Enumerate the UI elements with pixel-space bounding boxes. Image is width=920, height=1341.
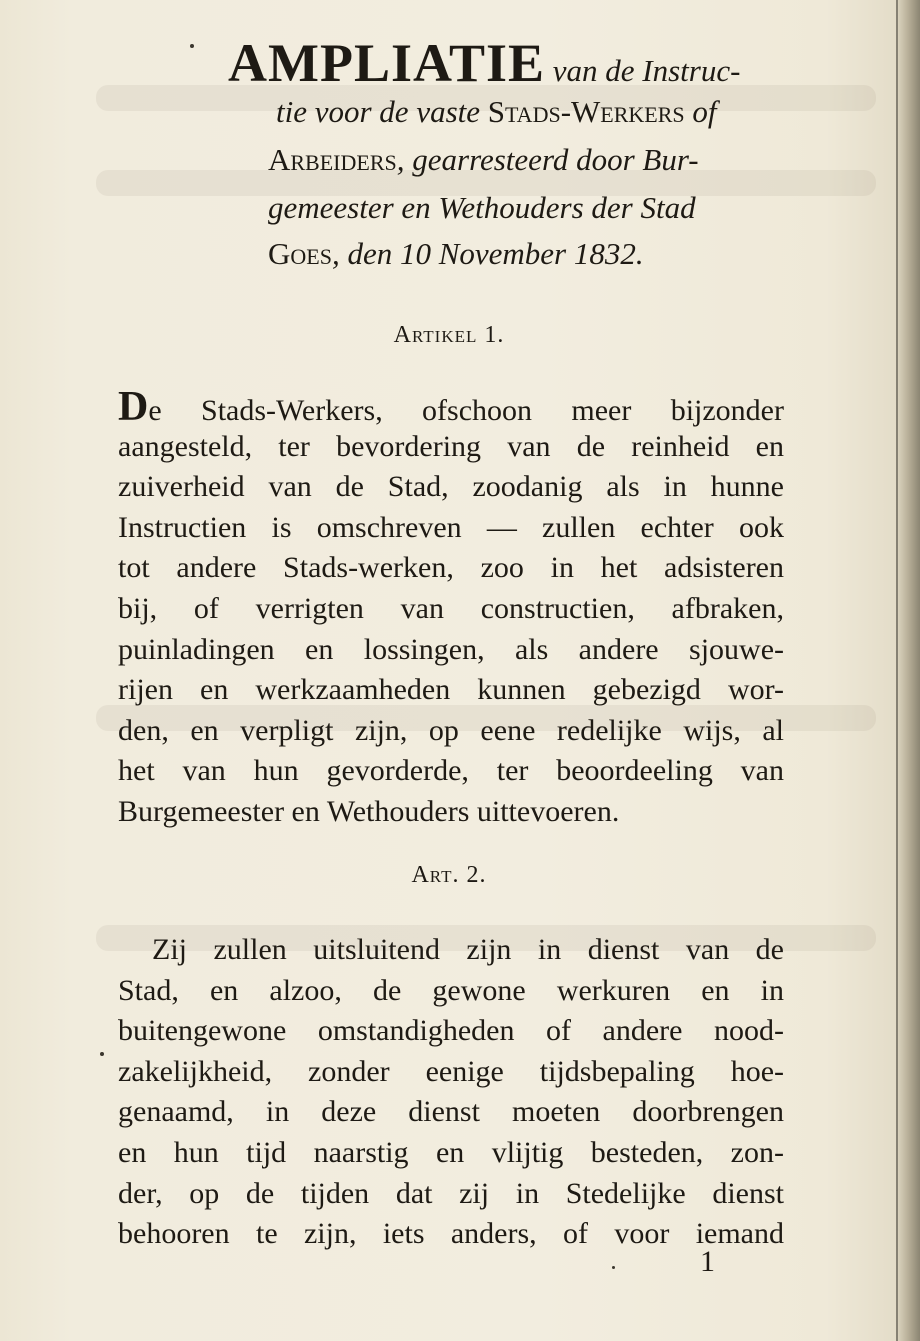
title-word: AMPLIATIE bbox=[228, 33, 546, 93]
page-number: 1 bbox=[700, 1245, 715, 1278]
drop-cap: D bbox=[118, 384, 149, 430]
text-line: buitengewone omstandigheden of andere nood- bbox=[118, 1014, 784, 1048]
ink-speck bbox=[100, 1052, 104, 1056]
ink-speck bbox=[612, 1266, 615, 1269]
text-line: genaamd, in deze dienst moeten doorbrengen bbox=[118, 1095, 784, 1129]
text-line: Stad, en alzoo, de gewone werkuren en in bbox=[118, 973, 784, 1007]
title-line-3: Arbeiders, gearresteerd door Bur- bbox=[268, 142, 699, 177]
article-2-text bbox=[118, 930, 784, 1255]
text-line: tot andere Stads-werken, zoo in het adsisteren bbox=[118, 551, 784, 585]
article-1-heading: Artikel 1. bbox=[393, 322, 505, 348]
title-line-5: Goes, den 10 November 1832. bbox=[268, 236, 644, 271]
text-line: den, en verpligt zijn, op eene redelijke wijs, al bbox=[118, 713, 784, 747]
article-2-heading: Art. 2. bbox=[411, 862, 487, 888]
text-line: der, op de tijden dat zij in Stedelijke dienst bbox=[118, 1176, 784, 1210]
title-line-4: gemeester en Wethouders der Stad bbox=[268, 190, 696, 225]
text-line: rijen en werkzaamheden kunnen gebezigd wor- bbox=[118, 673, 784, 707]
book-gutter bbox=[898, 0, 920, 1341]
text-line: De Stads-Werkers, ofschoon meer bijzonder bbox=[118, 384, 784, 430]
text-line: behooren te zijn, iets anders, of voor iemand bbox=[118, 1217, 784, 1251]
text-line: het van hun gevorderde, ter beoordeeling van bbox=[118, 754, 784, 788]
title-line-1: AMPLIATIE van de Instruc- bbox=[228, 33, 741, 93]
article-1-text bbox=[118, 386, 784, 833]
text-line: en hun tijd naarstig en vlijtig besteden, zon- bbox=[118, 1135, 784, 1169]
text-line: zuiverheid van de Stad, zoodanig als in hunne bbox=[118, 470, 784, 504]
text-line: aangesteld, ter bevordering van de reinheid en bbox=[118, 429, 784, 463]
text-line: Zij zullen uitsluitend zijn in dienst van de bbox=[152, 933, 784, 966]
ink-speck bbox=[190, 44, 194, 48]
text-line: puinladingen en lossingen, als andere sjouwe- bbox=[118, 632, 784, 666]
text-line: Instructien is omschreven — zullen echter ook bbox=[118, 510, 784, 544]
title-line-2: tie voor de vaste Stads-Werkers of bbox=[276, 94, 717, 129]
text-line: Burgemeester en Wethouders uittevoeren. bbox=[118, 794, 620, 828]
text-line: bij, of verrigten van constructien, afbraken, bbox=[118, 591, 784, 625]
text-line: zakelijkheid, zonder eenige tijdsbepaling hoe- bbox=[118, 1054, 784, 1088]
